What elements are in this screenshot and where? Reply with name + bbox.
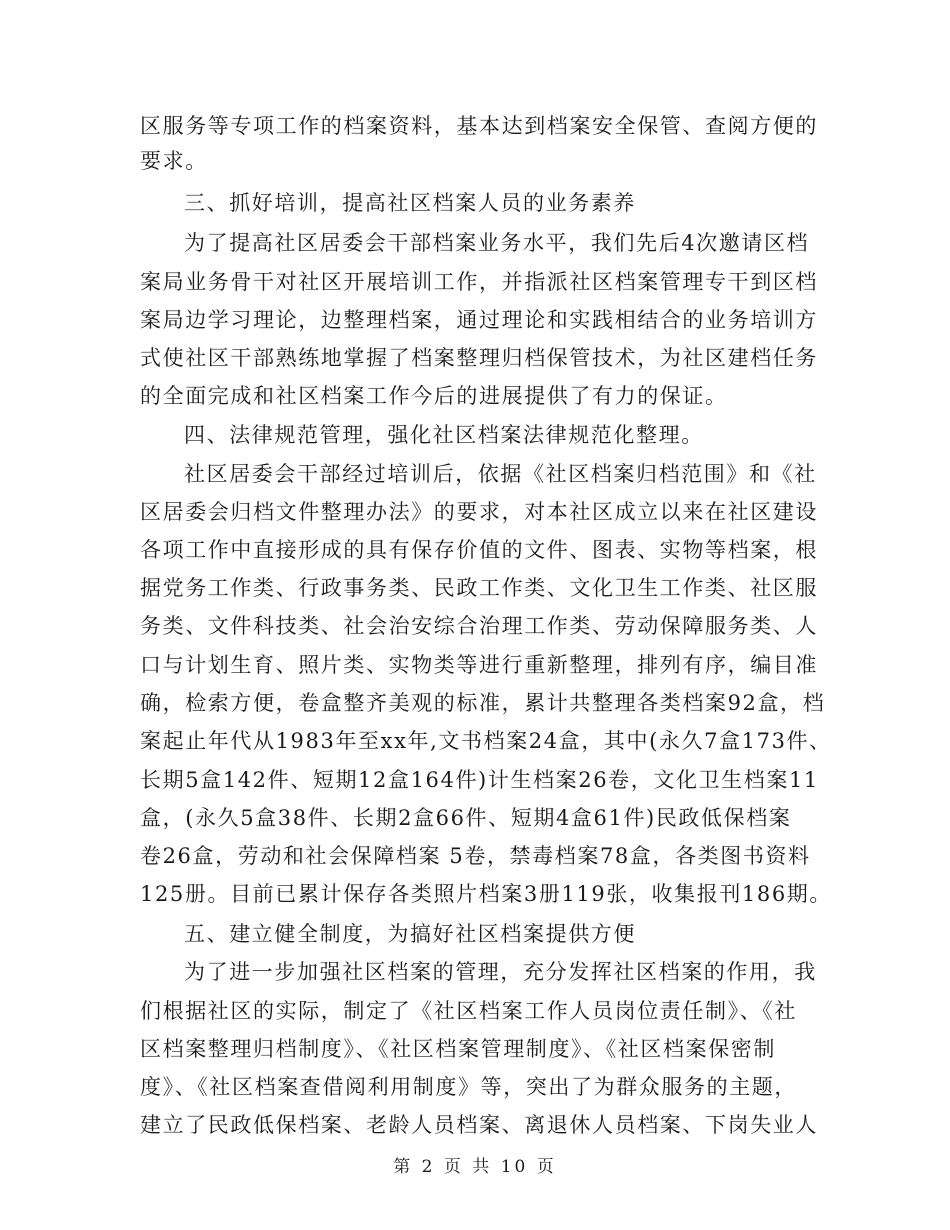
paragraph-first-line: 为了进一步加强社区档案的管理，充分发挥社区档案的作用，我: [184, 960, 817, 984]
section-heading: 三、抓好培训，提高社区档案人员的业务素养: [184, 191, 636, 215]
section-heading: 五、建立健全制度，为搞好社区档案提供方便: [184, 922, 636, 946]
text-line: 区档案整理归档制度》、《社区档案管理制度》、《社区档案保密制: [140, 1037, 776, 1061]
text-line: 的全面完成和社区档案工作今后的进展提供了有力的保证。: [140, 384, 728, 408]
text-line: 125册。目前已累计保存各类照片档案3册119张，收集报刊186期。: [140, 882, 833, 906]
text-line: 度》、《社区档案查借阅利用制度》等，突出了为群众服务的主题，: [140, 1075, 797, 1099]
page-number-footer: 第 2 页 共 10 页: [393, 1157, 557, 1177]
text-line: 案局业务骨干对社区开展培训工作，并指派社区档案管理专干到区档: [140, 270, 818, 294]
text-line: 式使社区干部熟练地掌握了档案整理归档保管技术，为社区建档任务: [140, 346, 818, 370]
text-line: 据党务工作类、行政事务类、民政工作类、文化卫生工作类、社区服: [140, 576, 818, 600]
text-line: 要求。: [140, 149, 208, 173]
text-line: 们根据社区的实际，制定了《社区档案工作人员岗位责任制》、《社: [140, 999, 797, 1023]
text-line: 长期5盒142件、短期12盒164件)计生档案26卷，文化卫生档案11: [140, 768, 819, 792]
text-line: 区居委会归档文件整理办法》的要求，对本社区成立以来在社区建设: [140, 500, 818, 524]
text-line: 区服务等专项工作的档案资料，基本达到档案安全保管、查阅方便的: [140, 114, 818, 138]
text-line: 各项工作中直接形成的具有保存价值的文件、图表、实物等档案，根: [140, 538, 818, 562]
text-line: 建立了民政低保档案、老龄人员档案、离退休人员档案、下岗失业人: [140, 1113, 818, 1137]
paragraph-first-line: 为了提高社区居委会干部档案业务水平，我们先后4次邀请区档: [184, 231, 810, 255]
text-line: 案局边学习理论，边整理档案，通过理论和实践相结合的业务培训方: [140, 308, 818, 332]
section-heading: 四、法律规范管理，强化社区档案法律规范化整理。: [184, 423, 704, 447]
text-line: 卷26盒，劳动和社会保障档案 5卷，禁毒档案78盒，各类图书资料: [140, 844, 811, 868]
text-line: 案起止年代从1983年至xx年,文书档案24盒，其中(永久7盒173件、: [140, 729, 832, 753]
text-line: 盒，(永久5盒38件、长期2盒66件、短期4盒61件)民政低保档案: [140, 806, 792, 830]
text-line: 务类、文件科技类、社会治安综合治理工作类、劳动保障服务类、人: [140, 614, 818, 638]
paragraph-first-line: 社区居委会干部经过培训后，依据《社区档案归档范围》和《社: [184, 462, 817, 486]
text-line: 确，检索方便，卷盒整齐美观的标准，累计共整理各类档案92盒，档: [140, 691, 826, 715]
text-line: 口与计划生育、照片类、实物类等进行重新整理，排列有序，编目准: [140, 653, 818, 677]
